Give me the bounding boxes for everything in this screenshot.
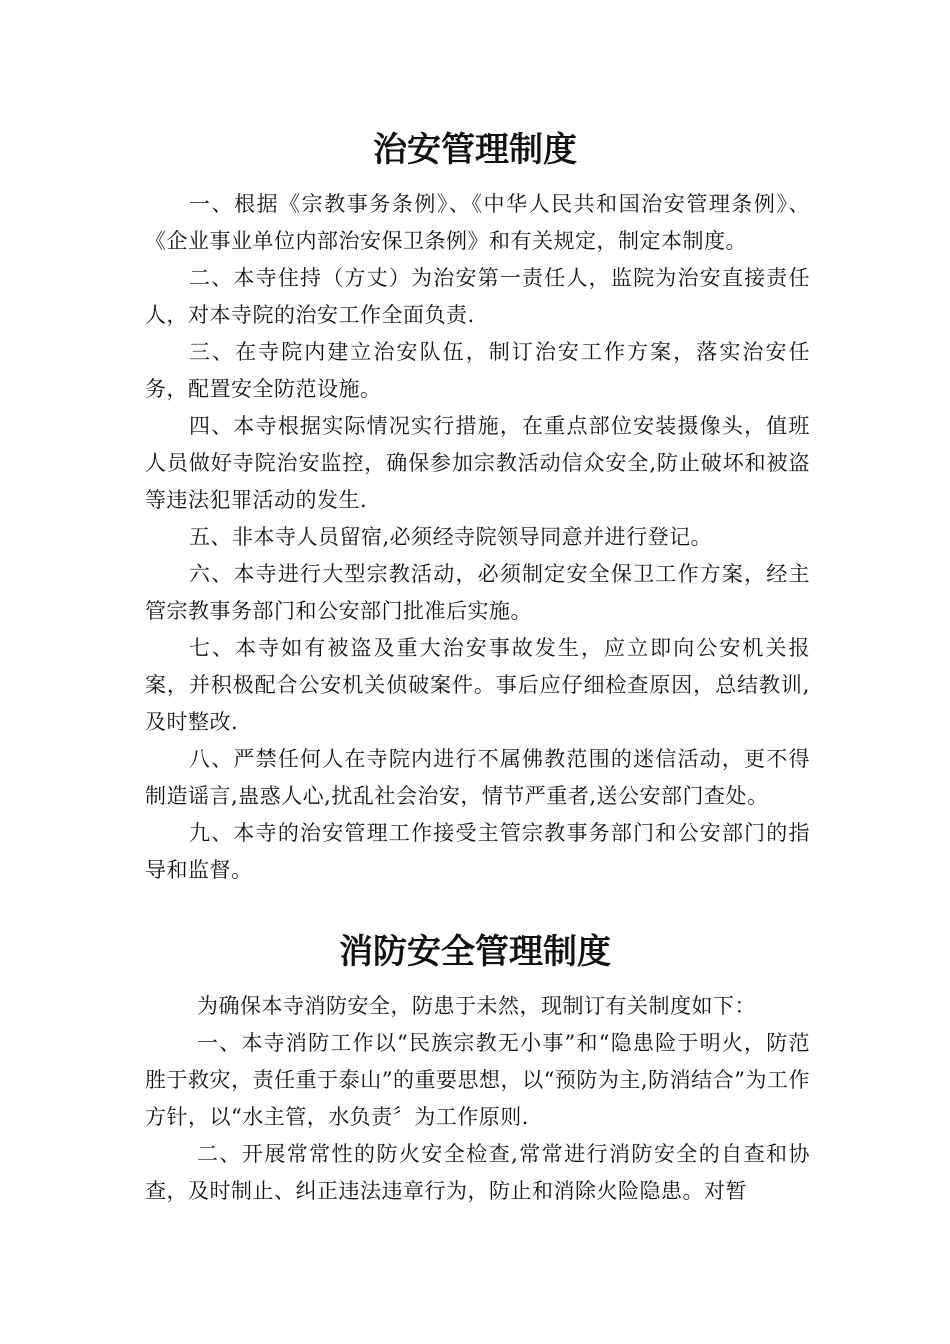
rule-paragraph: 六、本寺进行大型宗教活动，必须制定安全保卫工作方案，经主管宗教事务部门和公安部门批准后实施。 xyxy=(145,562,810,623)
section-title-fire-safety: 消防安全管理制度 xyxy=(339,932,611,972)
section-title-public-security: 治安管理制度 xyxy=(373,130,577,170)
intro-paragraph: 为确保本寺消防安全，防患于未然，现制订有关制度如下： xyxy=(197,994,756,1018)
public-security-rules xyxy=(145,186,810,889)
rule-paragraph: 五、非本寺人员留宿,必须经寺院领导同意并进行登记。 xyxy=(189,525,713,549)
rule-paragraph: 一、本寺消防工作以“民族宗教无小事”和“隐患险于明火，防范胜于救灾，责任重于泰山”的重要思想，以“预防为主,防消结合”为工作方针，以“水主管，水负责〞为工作原则. xyxy=(145,1031,810,1129)
rule-paragraph: 八、严禁任何人在寺院内进行不属佛教范围的迷信活动，更不得制造谣言,蛊惑人心,扰乱社会治安，情节严重者,送公安部门查处。 xyxy=(145,747,810,808)
rule-paragraph: 七、本寺如有被盗及重大治安事故发生，应立即向公安机关报案，并积极配合公安机关侦破案件。事后应仔细检查原因，总结教训,及时整改. xyxy=(145,636,810,734)
rule-paragraph: 二、本寺住持（方丈）为治安第一责任人，监院为治安直接责任人，对本寺院的治安工作全面负责. xyxy=(145,266,810,327)
rule-paragraph: 九、本寺的治安管理工作接受主管宗教事务部门和公安部门的指导和监督。 xyxy=(145,821,810,882)
rule-paragraph: 二、开展常常性的防火安全检查,常常进行消防安全的自查和协查，及时制止、纠正违法违章行为，防止和消除火险隐患。对暂 xyxy=(145,1142,810,1203)
rule-paragraph: 三、在寺院内建立治安队伍，制订治安工作方案，落实治安任务，配置安全防范设施。 xyxy=(145,340,810,401)
rule-paragraph: 一、根据《宗教事务条例》、《中华人民共和国治安管理条例》、《企业事业单位内部治安保卫条例》和有关规定，制定本制度。 xyxy=(145,192,810,253)
fire-safety-rules xyxy=(145,988,810,1210)
rule-paragraph: 四、本寺根据实际情况实行措施，在重点部位安装摄像头，值班人员做好寺院治安监控，确保参加宗教活动信众安全,防止破坏和被盗等违法犯罪活动的发生. xyxy=(145,414,810,512)
